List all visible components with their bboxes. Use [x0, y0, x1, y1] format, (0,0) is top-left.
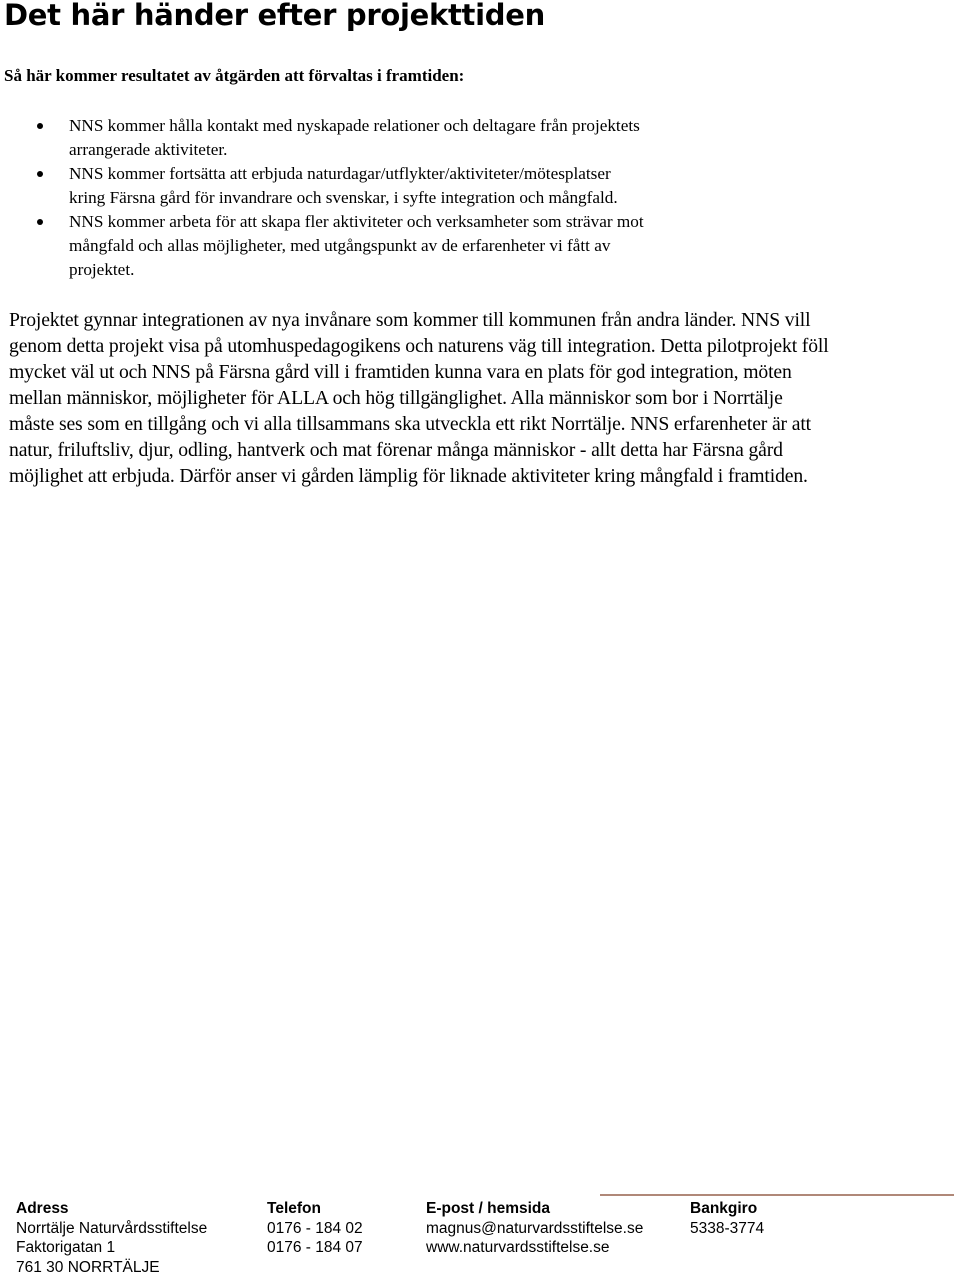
bullet-text: NNS kommer hålla kontakt med nyskapade relationer och deltagare från projektets: [69, 116, 640, 135]
body-paragraph: [9, 307, 960, 489]
footer-divider: [600, 1194, 954, 1196]
bullet-dot-icon: [37, 171, 43, 177]
bullet-text: projektet.: [69, 260, 135, 279]
footer-phone-column: [267, 1199, 363, 1258]
paragraph-line: genom detta projekt visa på utomhuspedagogikens och naturens väg till integration. Detta pilotprojekt föll: [9, 335, 829, 357]
bullet-item: [0, 162, 769, 210]
bullet-list: [0, 114, 960, 282]
paragraph-line: Projektet gynnar integrationen av nya invånare som kommer till kommunen från andra länder. NNS vill: [9, 309, 811, 331]
footer-bankgiro-number: 5338-3774: [690, 1219, 765, 1237]
footer-address-line: Faktorigatan 1: [16, 1239, 116, 1256]
footer-phone-number: 0176 - 184 07: [267, 1239, 363, 1256]
footer-email-column: [426, 1199, 643, 1258]
footer-phone-number: 0176 - 184 02: [267, 1219, 363, 1237]
footer-address-line: 761 30 NORRTÄLJE: [16, 1258, 160, 1276]
paragraph-line: natur, friluftsliv, djur, odling, hantverk och mat förenar många människor - allt detta har Färsna gård: [9, 439, 783, 461]
bullet-item: [0, 114, 769, 162]
footer-website: www.naturvardsstiftelse.se: [426, 1239, 610, 1256]
bullet-text: NNS kommer fortsätta att erbjuda naturdagar/utflykter/aktiviteter/mötesplatser: [69, 164, 611, 183]
footer-email-address: magnus@naturvardsstiftelse.se: [426, 1219, 644, 1237]
footer-email-header: E-post / hemsida: [426, 1200, 551, 1217]
paragraph-line: mycket väl ut och NNS på Färsna gård vill i framtiden kunna vara en plats för god integration, möten: [9, 361, 792, 383]
footer-bank-column: [690, 1199, 764, 1238]
footer-address-line: Norrtälje Naturvårdsstiftelse: [16, 1219, 208, 1237]
section-subheading: Så här kommer resultatet av åtgärden att förvaltas i framtiden:: [4, 66, 465, 85]
paragraph-line: mellan människor, möjligheter för ALLA och hög tillgänglighet. Alla människor som bor i Norrtälje: [9, 387, 783, 409]
footer-address-column: [16, 1199, 207, 1277]
footer-bank-header: Bankgiro: [690, 1200, 758, 1217]
paragraph-line: möjlighet att erbjuda. Därför anser vi gården lämplig för liknade aktiviteter kring mångfald i framtiden.: [9, 465, 808, 487]
paragraph-line: måste ses som en tillgång och vi alla tillsammans ska utveckla ett rikt Norrtälje. NNS erfarenheter är att: [9, 413, 811, 435]
footer-phone-header: Telefon: [267, 1200, 321, 1217]
footer: [0, 1199, 960, 1278]
bullet-dot-icon: [37, 123, 43, 129]
bullet-text: kring Färsna gård för invandrare och svenskar, i syfte integration och mångfald.: [69, 188, 618, 207]
bullet-text: NNS kommer arbeta för att skapa fler aktiviteter och verksamheter som strävar mot: [69, 212, 644, 231]
bullet-dot-icon: [37, 219, 43, 225]
bullet-text: arrangerade aktiviteter.: [69, 140, 228, 159]
bullet-item: [0, 210, 769, 282]
bullet-text: mångfald och allas möjligheter, med utgångspunkt av de erfarenheter vi fått av: [69, 236, 611, 255]
footer-address-header: Adress: [16, 1200, 69, 1217]
page-title: Det här händer efter projekttiden: [4, 0, 545, 32]
